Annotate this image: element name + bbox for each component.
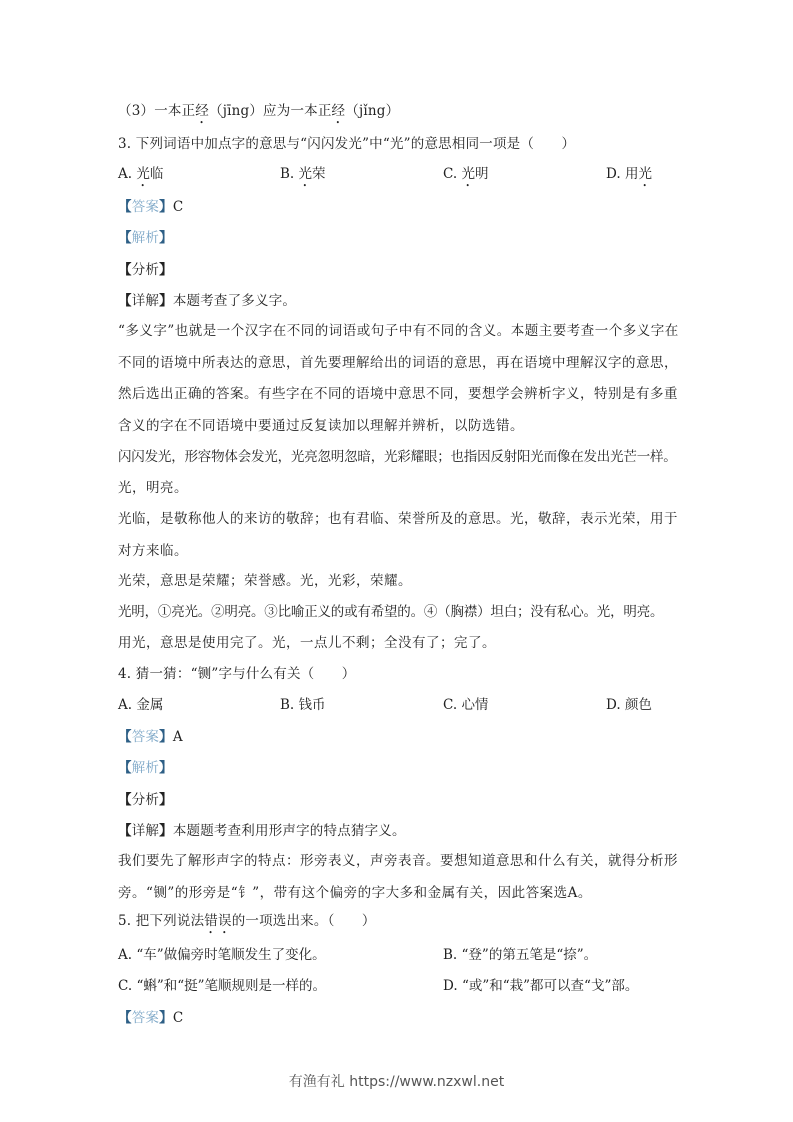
q4-xiangjie: 【详解】本题题考查利用形声字的特点猜字义。: [118, 823, 406, 839]
q3-explanation-paragraph: 光荣，意思是荣耀；荣誉感。光，光彩，荣耀。: [118, 573, 412, 589]
q5-option-c: C. “蝌”和“挺”笔顺规则是一样的。: [118, 978, 327, 994]
footer-watermark: 有渔有礼 https://www.nzxwl.net: [288, 1074, 505, 1090]
q3-explanation-paragraph: 光临，是敬称他人的来访的敬辞；也有君临、荣誉所及的意思。光，敬辞，表示光荣，用于对方来临。: [118, 511, 678, 559]
q3-xiangjie: 【详解】本题考查了多义字。: [118, 293, 297, 309]
q4-explanation-paragraph: 我们要先了解形声字的特点：形旁表义，声旁表音。要想知道意思和什么有关，就得分析形旁。“铡”的形旁是“钅”，带有这个偏旁的字大多和金属有关，因此答案选A。: [118, 853, 678, 901]
text: （3）一本正: [118, 103, 196, 119]
q3-stem: 3. 下列词语中加点字的意思与“闪闪发光”中“光”的意思相同一项是（ ）: [118, 136, 576, 152]
q3-explanation-paragraph: 用光，意思是使用完了。光，一点儿不剩；全没有了；完了。: [118, 635, 496, 651]
text: （jīng）应为一本正: [209, 103, 332, 119]
q3-answer: 【答案】C: [118, 199, 184, 215]
q3-option-a: A. 光临: [118, 166, 164, 182]
q3-explanation-paragraph: “多义字”也就是一个汉字在不同的词语或句子中有不同的含义。本题主要考查一个多义字在不同的语境中所表达的意思，首先要理解给出的词语的意思，再在语境中理解汉字的意思，然后选出正确的答案。有些字在不同的语境中意思不同，要想学会辨析字义，特别是有多重含义的字在不同语境中要通过反复读加以理解并辨析，以防选错。: [118, 323, 679, 434]
text: （jǐng）: [345, 103, 400, 119]
q3-jiexi-heading: 【解析】: [118, 230, 173, 246]
q5-option-a: A. “车”做偏旁时笔顺发生了变化。: [118, 947, 326, 963]
q5-option-b: B. “登”的第五笔是“捺”。: [443, 947, 598, 963]
q3-fenxi-heading: 【分析】: [118, 262, 173, 278]
q4-option-b: B. 钱币: [280, 697, 326, 713]
q5-option-d: D. “或”和“栽”都可以查“戈”部。: [443, 978, 639, 994]
q3-explanation-paragraph: 光，明亮。: [118, 480, 188, 496]
q4-fenxi-heading: 【分析】: [118, 792, 173, 808]
q3-explanation-paragraph: 闪闪发光，形容物体会发光，光亮忽明忽暗，光彩耀眼；也指因反射阳光而像在发出光芒一样。: [118, 449, 677, 465]
dotted-char: 经: [195, 103, 209, 119]
q3-option-c: C. 光明: [443, 166, 489, 182]
dotted-char: 经: [331, 103, 346, 119]
q4-jiexi-heading: 【解析】: [118, 760, 173, 776]
q3-explanation-paragraph: 光明，①亮光。②明亮。③比喻正义的或有希望的。④（胸襟）坦白；没有私心。光，明亮。: [118, 604, 664, 620]
q3-option-d: D. 用光: [606, 166, 652, 182]
q3-option-b: B. 光荣: [280, 166, 326, 182]
q5-stem: 5. 把下列说法错误的一项选出来。（ ）: [118, 913, 376, 929]
q5-answer: 【答案】C: [118, 1010, 184, 1026]
q4-answer: 【答案】A: [118, 729, 183, 745]
q4-stem: 4. 猜一猜：“铡”字与什么有关（ ）: [118, 666, 356, 682]
q4-option-d: D. 颜色: [606, 697, 652, 713]
q2-correction-line: [118, 103, 399, 127]
q4-option-c: C. 心情: [443, 697, 489, 713]
q4-option-a: A. 金属: [118, 697, 164, 713]
